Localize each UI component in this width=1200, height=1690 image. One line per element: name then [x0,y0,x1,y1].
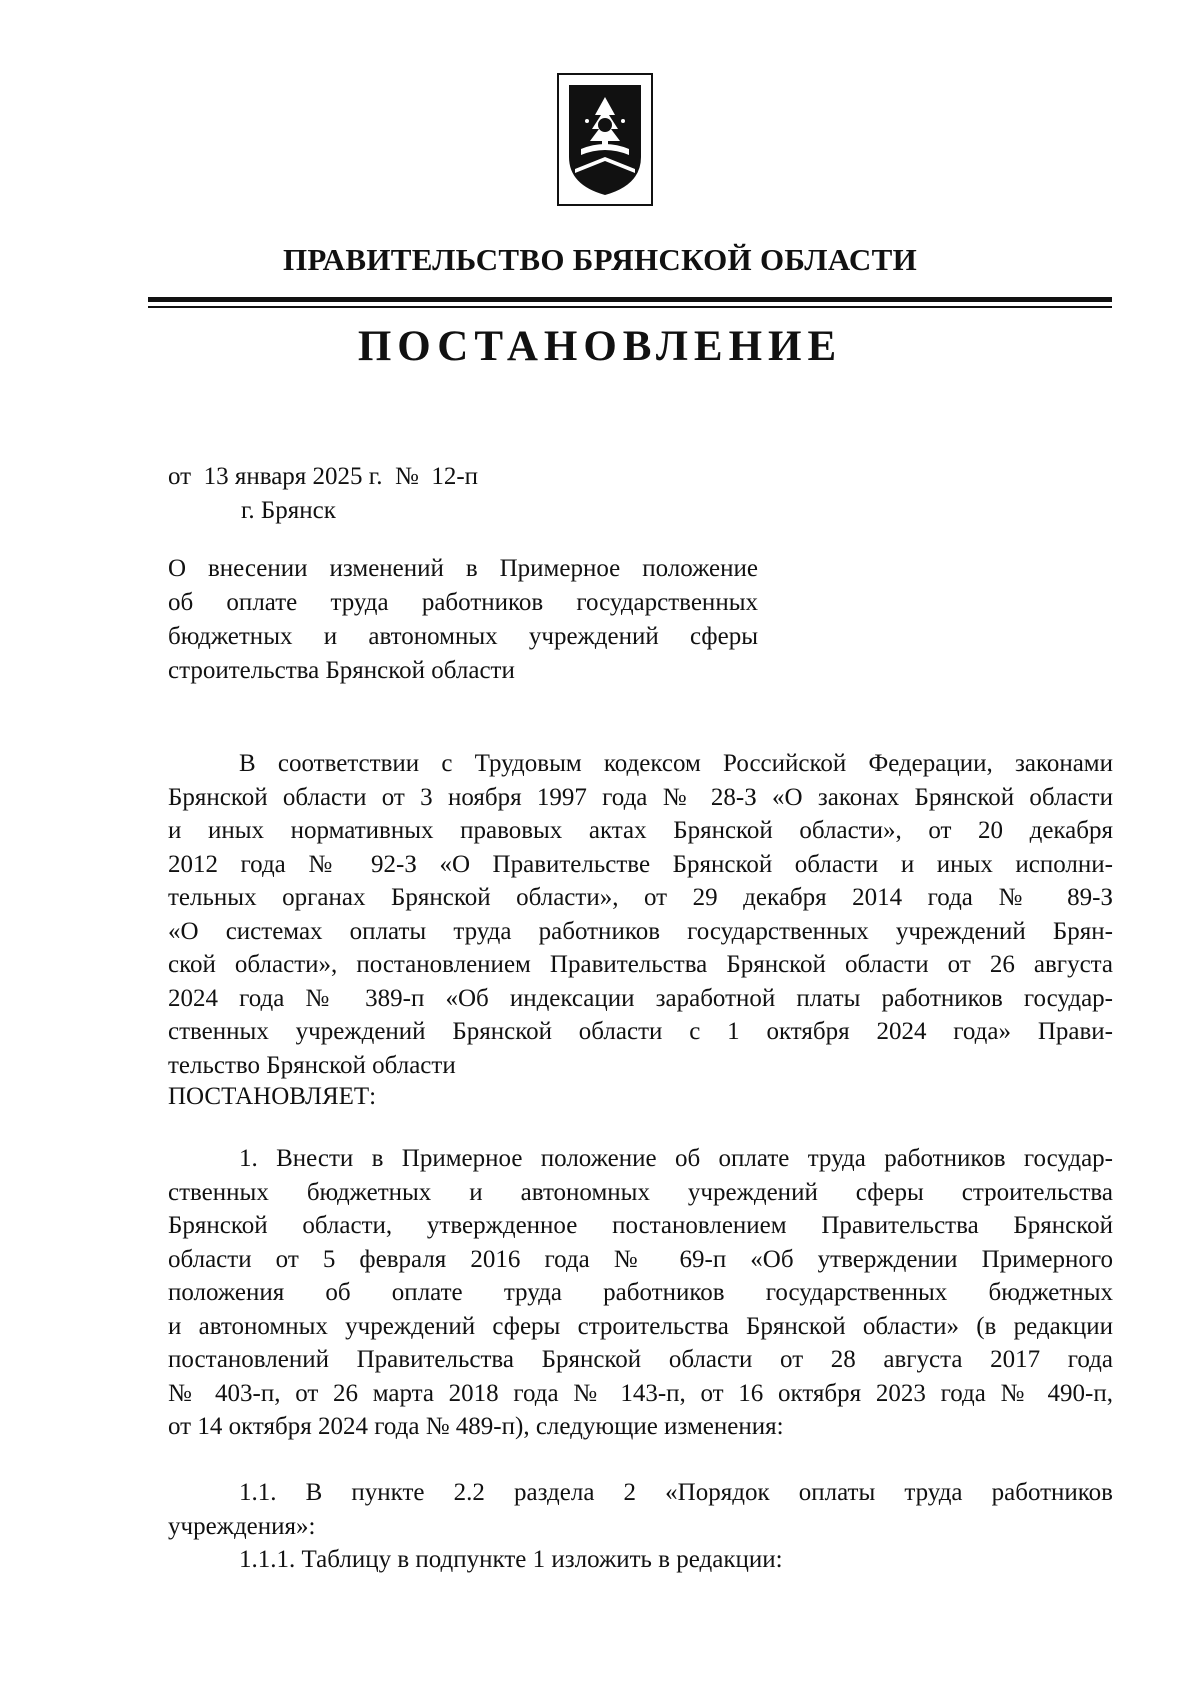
resolves-heading: ПОСТАНОВЛЯЕТ: [168,1083,377,1110]
coat-of-arms-icon [565,81,645,199]
item-1-1-line: учреждения»: [168,1512,316,1540]
preamble-line: 2024 года № 389-п «Об индексации заработной платы работников государ- [168,984,1113,1012]
item-1-1-paragraph [168,1476,1113,1543]
preamble-paragraph [168,747,1113,1082]
item-1-line: от 14 октября 2024 года № 489-п), следующие изменения: [168,1413,784,1440]
preamble-line: ственных учреждений Брянской области с 1 октября 2024 года» Прави- [168,1018,1113,1045]
document-subject [168,552,758,688]
item-1-line: ственных бюджетных и автономных учреждений сферы строительства [168,1178,1113,1206]
preamble-line: ской области», постановлением Правительства Брянской области от 26 августа [168,951,1113,978]
item-1-1-1-paragraph [168,1543,1113,1577]
subject-line: бюджетных и автономных учреждений сферы [168,623,758,650]
item-1-line: № 403-п, от 26 марта 2018 года № 143-п, от 16 октября 2023 года № 490-п, [168,1379,1113,1407]
header-divider-thick [148,297,1112,302]
organization-title: ПРАВИТЕЛЬСТВО БРЯНСКОЙ ОБЛАСТИ [282,242,918,277]
preamble-line: «О системах оплаты труда работников государственных учреждений Брян- [168,917,1113,945]
preamble-line: 2012 года № 92-З «О Правительстве Брянской области и иных исполни- [168,850,1113,878]
item-1-line: положения об оплате труда работников государственных бюджетных [168,1279,1113,1306]
item-1-1-line: 1.1. В пункте 2.2 раздела 2 «Порядок оплаты труда работников [239,1479,1113,1506]
item-1-line: и автономных учреждений сферы строительства Брянской области» (в редакции [168,1312,1113,1340]
item-1-1-1-line: 1.1.1. Таблицу в подпункте 1 изложить в редакции: [239,1546,783,1573]
subject-line: строительства Брянской области [168,657,515,684]
preamble-line: и иных нормативных правовых актах Брянской области», от 20 декабря [168,817,1113,844]
document-type-title: ПОСТАНОВЛЕНИЕ [357,323,843,370]
preamble-line: тельных органах Брянской области», от 29 декабря 2014 года № 89-З [168,884,1113,911]
document-date-number: от 13 января 2025 г. № 12-п [168,463,479,490]
coat-of-arms-emblem [557,73,653,206]
preamble-line: тельство Брянской области [168,1051,456,1079]
preamble-line: Брянской области от 3 ноября 1997 года № 28-З «О законах Брянской области [168,783,1113,811]
item-1-line: постановлений Правительства Брянской области от 28 августа 2017 года [168,1346,1113,1373]
header-divider-thin [148,306,1112,308]
item-1-line: 1. Внести в Примерное положение об оплате труда работников государ- [239,1145,1113,1172]
subject-line: О внесении изменений в Примерное положение [168,555,758,582]
item-1-paragraph [168,1142,1113,1444]
document-city: г. Брянск [241,497,336,524]
preamble-line: В соответствии с Трудовым кодексом Российской Федерации, законами [239,750,1113,777]
subject-line: об оплате труда работников государственных [168,589,758,616]
item-1-line: области от 5 февраля 2016 года № 69-п «Об утверждении Примерного [168,1245,1113,1273]
item-1-line: Брянской области, утвержденное постановлением Правительства Брянской [168,1212,1113,1239]
